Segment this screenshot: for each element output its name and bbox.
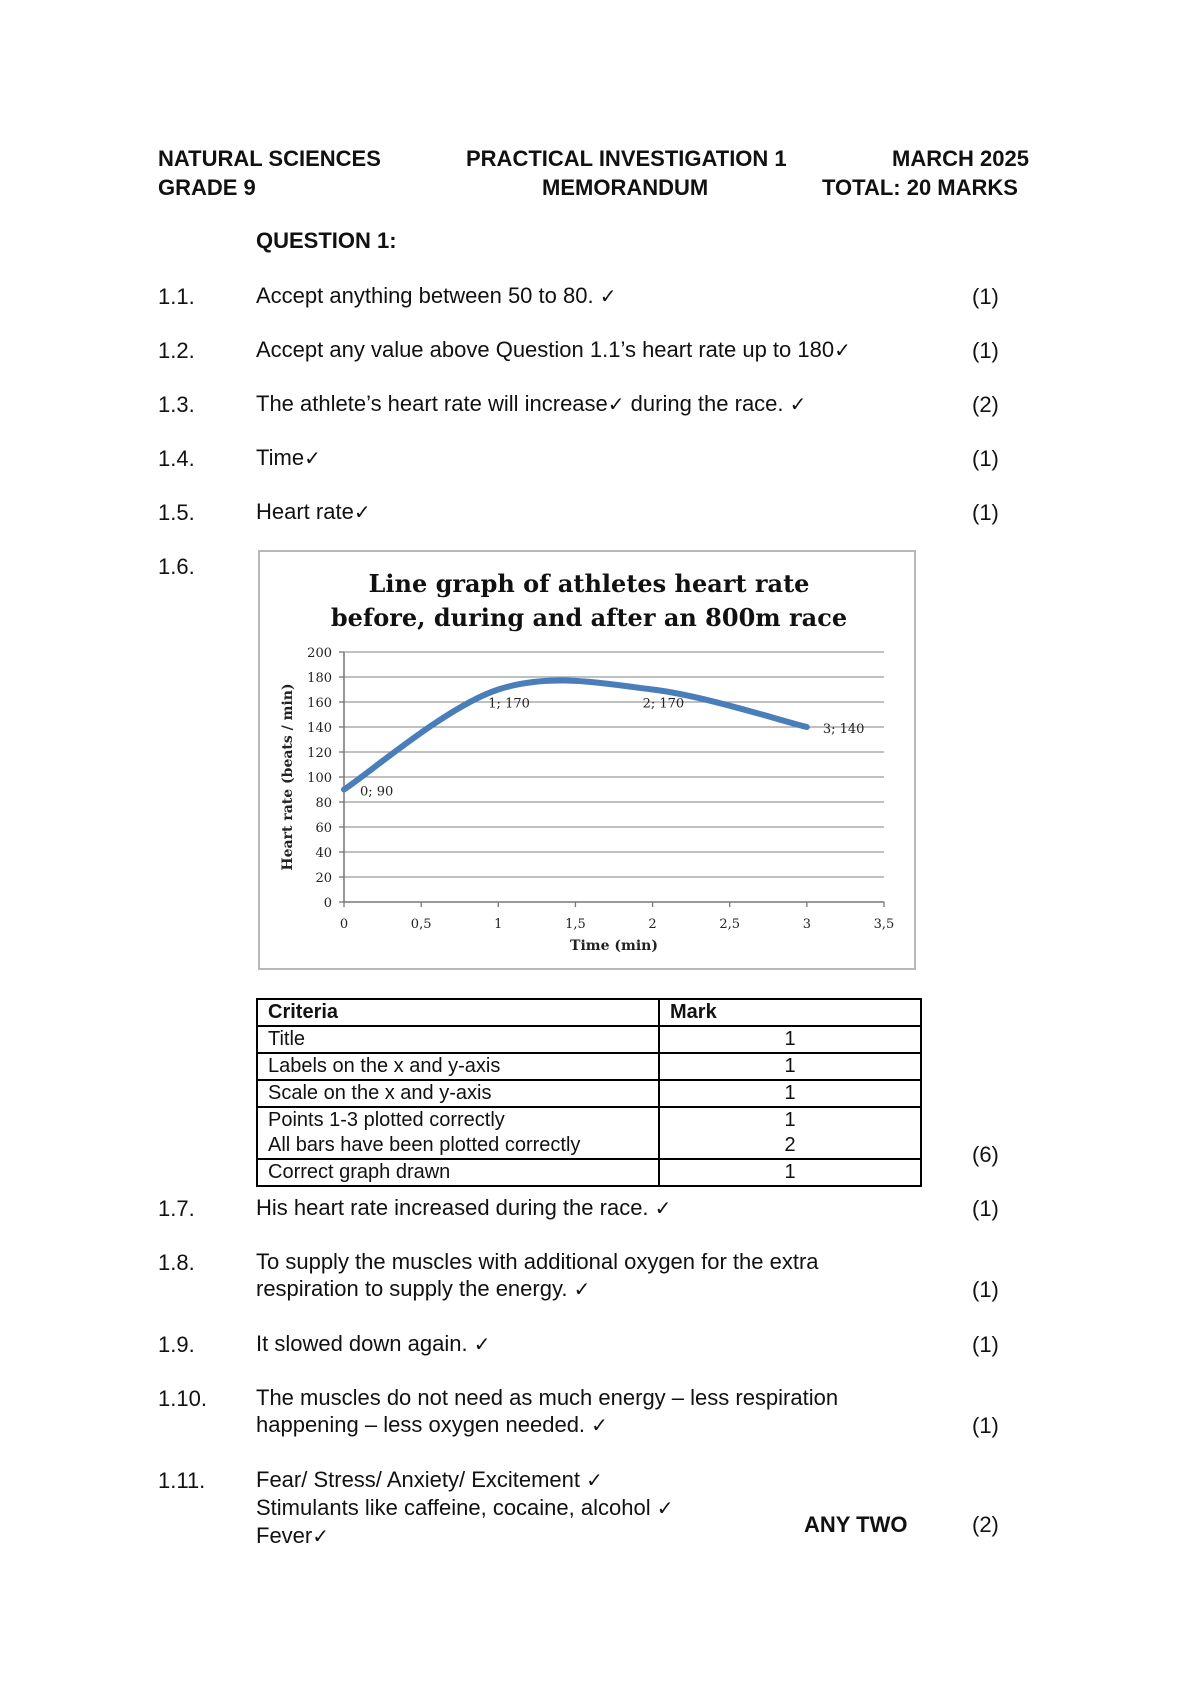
mark-cell	[659, 1107, 921, 1159]
answer-text: Stimulants like caffeine, cocaine, alcohol	[256, 1495, 651, 1520]
x-tick-label: 0,5	[410, 917, 432, 932]
table-row	[257, 1107, 921, 1159]
answer-line	[256, 1275, 819, 1303]
checkmark-icon: ✓	[607, 392, 625, 416]
x-tick-label: 1,5	[565, 917, 586, 932]
data-label: 0; 90	[360, 784, 394, 800]
answer-text: Accept anything between 50 to 80.	[256, 283, 594, 308]
answer-mark: (2)	[972, 392, 999, 417]
answer-line	[256, 1494, 673, 1522]
criteria-cell: Labels on the x and y-axis	[257, 1053, 659, 1080]
data-label: 3; 140	[822, 722, 865, 737]
checkmark-icon: ✓	[312, 1524, 330, 1548]
mark-cell: 1	[659, 1053, 921, 1080]
mark-cell: 1	[659, 1080, 921, 1107]
answer-text: during the race.	[624, 391, 784, 416]
x-tick-label: 3,5	[873, 917, 895, 932]
x-tick-label: 2	[648, 917, 657, 932]
answer-text: Heart rate	[256, 499, 354, 524]
answer-number: 1.2.	[158, 338, 195, 363]
y-tick-label: 80	[315, 796, 332, 811]
x-axis-label: Time (min)	[570, 938, 658, 954]
data-label: 1; 170	[488, 696, 530, 712]
y-tick-label: 180	[307, 671, 332, 686]
answer-1-9	[256, 1330, 490, 1358]
x-tick-label: 1	[494, 917, 503, 932]
checkmark-icon: ✓	[656, 1496, 674, 1520]
answer-1-5	[256, 498, 371, 526]
criteria-table	[256, 998, 922, 1187]
answer-number: 1.9.	[158, 1332, 195, 1357]
answer-number: 1.3.	[158, 392, 195, 417]
y-tick-label: 60	[315, 821, 332, 836]
answer-number: 1.5.	[158, 500, 195, 525]
criteria-line: Points 1-3 plotted correctly	[268, 1109, 505, 1131]
y-tick-label: 140	[307, 721, 332, 736]
answer-mark: (1)	[972, 500, 999, 525]
mark-line: 2	[784, 1134, 796, 1156]
series-line	[344, 681, 807, 790]
checkmark-icon: ✓	[834, 338, 851, 362]
answer-line	[256, 1411, 838, 1439]
answer-1-11	[256, 1466, 673, 1550]
answer-number: 1.1.	[158, 284, 195, 309]
answer-mark: (1)	[972, 284, 999, 309]
y-tick-label: 160	[307, 696, 332, 711]
mark-cell: 1	[659, 1159, 921, 1186]
checkmark-icon: ✓	[789, 392, 807, 416]
criteria-cell: Scale on the x and y-axis	[257, 1080, 659, 1107]
answer-text: Time	[256, 445, 305, 470]
answer-number: 1.11.	[158, 1468, 206, 1493]
answer-mark: (1)	[972, 1196, 999, 1221]
y-tick-label: 200	[307, 646, 332, 661]
checkmark-icon: ✓	[654, 1196, 672, 1220]
answer-mark: (1)	[972, 446, 999, 471]
chart-canvas	[260, 552, 914, 968]
task-heading: PRACTICAL INVESTIGATION 1	[466, 146, 787, 171]
subject-heading: NATURAL SCIENCES	[158, 146, 381, 171]
answer-text: The athlete’s heart rate will increase	[256, 391, 608, 416]
answer-line	[256, 1466, 673, 1494]
date-heading: MARCH 2025	[892, 146, 1029, 171]
answer-text: respiration to supply the energy.	[256, 1276, 568, 1301]
answer-text: Fever	[256, 1523, 313, 1548]
answer-1-7	[256, 1194, 671, 1222]
answer-number: 1.4.	[158, 446, 195, 471]
x-tick-label: 0	[339, 917, 349, 932]
any-two-note: ANY TWO	[804, 1512, 908, 1537]
criteria-line: All bars have been plotted correctly	[268, 1134, 581, 1156]
y-tick-label: 100	[307, 771, 332, 786]
answer-1-10	[256, 1384, 838, 1439]
checkmark-icon: ✓	[473, 1332, 491, 1356]
criteria-cell	[257, 1107, 659, 1159]
answer-text: To supply the muscles with additional oxygen for the extra	[256, 1249, 819, 1274]
answer-1-1	[256, 282, 616, 310]
chart-title-line-1: Line graph of athletes heart rate	[368, 569, 810, 598]
y-axis-label: Heart rate (beats / min)	[280, 683, 296, 871]
table-row	[257, 1159, 921, 1186]
answer-mark: (6)	[972, 1142, 999, 1167]
checkmark-icon: ✓	[304, 446, 321, 470]
table-header-row	[257, 999, 921, 1026]
answer-number: 1.7.	[158, 1196, 195, 1221]
answer-number: 1.8.	[158, 1250, 195, 1275]
question-title: QUESTION 1:	[256, 228, 397, 253]
criteria-cell: Title	[257, 1026, 659, 1053]
table-row	[257, 1053, 921, 1080]
mark-line: 1	[784, 1109, 796, 1131]
answer-text: His heart rate increased during the race.	[256, 1195, 649, 1220]
answer-mark: (1)	[972, 338, 999, 363]
checkmark-icon: ✓	[591, 1413, 608, 1437]
criteria-header: Criteria	[257, 999, 659, 1026]
answer-line	[256, 1522, 673, 1550]
checkmark-icon: ✓	[599, 284, 617, 308]
y-tick-label: 20	[315, 871, 332, 886]
answer-text: The muscles do not need as much energy – less respiration	[256, 1385, 839, 1410]
checkmark-icon: ✓	[586, 1468, 603, 1492]
answer-mark: (1)	[972, 1332, 999, 1357]
total-marks-heading: TOTAL: 20 MARKS	[822, 175, 1018, 200]
checkmark-icon: ✓	[573, 1277, 591, 1301]
grade-heading: GRADE 9	[158, 175, 256, 200]
y-tick-label: 0	[323, 896, 332, 911]
answer-number: 1.6.	[158, 554, 195, 579]
y-tick-label: 120	[307, 746, 332, 761]
answer-number: 1.10.	[158, 1386, 207, 1411]
table-row	[257, 1026, 921, 1053]
y-tick-label: 40	[315, 846, 332, 861]
answer-mark: (2)	[972, 1512, 999, 1537]
answer-1-3	[256, 390, 806, 418]
memo-heading: MEMORANDUM	[542, 175, 709, 200]
x-tick-label: 2,5	[719, 917, 741, 932]
data-label: 2; 170	[642, 696, 685, 712]
answer-text: It slowed down again.	[256, 1331, 468, 1356]
answer-text: happening – less oxygen needed.	[256, 1412, 586, 1437]
answer-1-2	[256, 336, 851, 364]
criteria-cell: Correct graph drawn	[257, 1159, 659, 1186]
line-chart	[258, 550, 916, 970]
answer-mark: (1)	[972, 1277, 999, 1302]
mark-cell: 1	[659, 1026, 921, 1053]
table-row	[257, 1080, 921, 1107]
x-tick-label: 3	[802, 917, 811, 932]
chart-title-line-2: before, during and after an 800m race	[330, 603, 848, 632]
answer-1-8	[256, 1248, 819, 1303]
answer-text: Fear/ Stress/ Anxiety/ Excitement	[256, 1467, 581, 1492]
answer-text: Accept any value above Question 1.1’s heart rate up to 180	[256, 337, 835, 362]
checkmark-icon: ✓	[353, 500, 371, 524]
mark-header: Mark	[659, 999, 921, 1026]
answer-1-4	[256, 444, 321, 472]
answer-mark: (1)	[972, 1413, 999, 1438]
